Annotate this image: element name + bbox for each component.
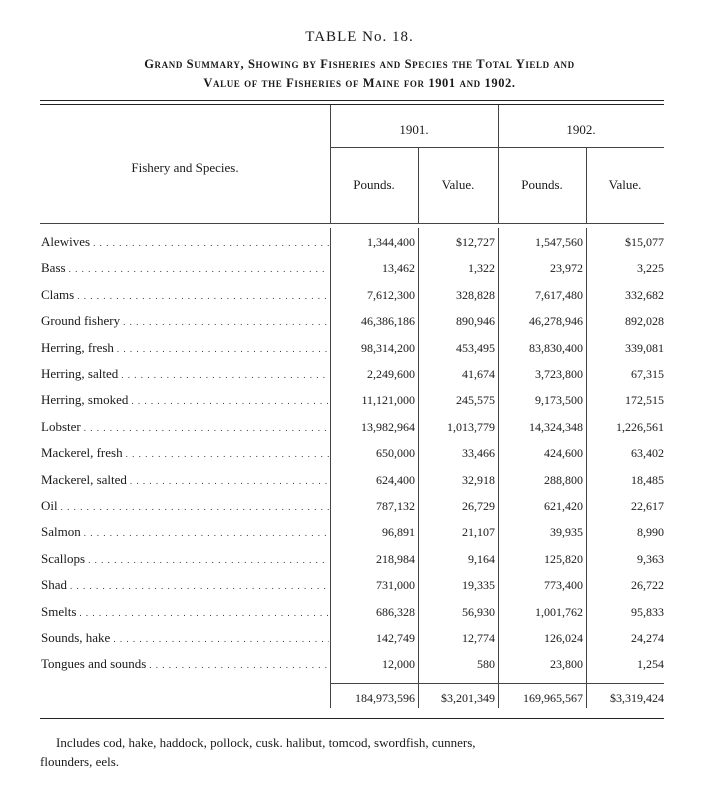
table-cell-v1901: 453,495	[456, 340, 495, 355]
table-cell-p1902: 424,600	[544, 446, 583, 461]
table-cell-p1901: 96,891	[382, 525, 415, 540]
table-cell-v1901: 1,013,779	[447, 419, 495, 434]
table-cell-p1902: 23,800	[550, 657, 583, 672]
table-cell-p1901: 7,612,300	[367, 287, 415, 302]
row-label	[41, 414, 329, 440]
row-label	[41, 493, 329, 519]
top-rule-2	[40, 104, 664, 105]
table-cell-p1902: 46,278,946	[529, 314, 583, 329]
table-cell-v1901: 12,774	[462, 631, 495, 645]
total-pounds-1902: 169,965,567	[523, 691, 583, 705]
table-cell-p1902: 7,617,480	[535, 287, 583, 302]
table-cell-p1901: 731,000	[376, 578, 415, 593]
row-label-text: Sounds, hake	[41, 630, 113, 645]
total-pounds-1901: 184,973,596	[355, 691, 415, 705]
table-cell-p1902: 1,001,762	[535, 604, 583, 619]
table-cell-p1901: 12,000	[382, 657, 415, 672]
row-label	[41, 361, 329, 387]
table-cell-p1902: 125,820	[544, 551, 583, 566]
footnote-line-2: flounders, eels.	[40, 754, 120, 769]
table-cell-p1901: 650,000	[376, 446, 415, 461]
row-label-text: Mackerel, salted	[41, 472, 130, 487]
header-bottom-rule	[40, 223, 664, 224]
table-cell-p1902: 9,173,500	[535, 393, 583, 408]
table-cell-v1902: 26,722	[631, 578, 664, 593]
table-cell-v1901: 33,466	[462, 446, 495, 461]
table-cell-v1902: 1,254	[637, 657, 664, 672]
row-label-text: Clams	[41, 287, 77, 302]
row-label	[41, 308, 329, 334]
top-rule-1	[40, 100, 664, 101]
row-label-text: Oil	[41, 498, 61, 513]
table-cell-v1901: $12,727	[456, 235, 495, 249]
table-cell-v1901: 32,918	[462, 472, 495, 487]
row-label-header: Fishery and Species.	[131, 160, 239, 175]
row-label	[41, 599, 329, 625]
row-label	[41, 387, 329, 413]
table-cell-p1901: 1,344,400	[367, 235, 415, 249]
table-cell-v1902: 339,081	[625, 340, 664, 355]
table-cell-v1901: 245,575	[456, 393, 495, 408]
row-label-text: Bass	[41, 260, 69, 275]
table-cell-v1901: 26,729	[462, 499, 495, 513]
table-cell-v1901: 328,828	[456, 287, 495, 302]
row-label-text: Alewives	[41, 234, 93, 249]
row-label-text: Herring, salted	[41, 366, 121, 381]
row-label	[41, 255, 329, 281]
table-cell-v1902: 67,315	[631, 367, 664, 381]
table-cell-v1902: 172,515	[625, 393, 664, 408]
row-label-text: Shad	[41, 577, 70, 592]
table-cell-v1901: 580	[477, 657, 495, 672]
table-cell-v1902: 3,225	[637, 261, 664, 276]
row-label-text: Herring, smoked	[41, 392, 131, 407]
row-label-text: Herring, fresh	[41, 340, 117, 355]
table-cell-v1901: 1,322	[468, 261, 495, 276]
value-1902-header: Value.	[608, 177, 642, 192]
table-cell-p1901: 11,121,000	[361, 393, 415, 408]
table-cell-p1901: 787,132	[376, 499, 415, 513]
row-label	[41, 282, 329, 308]
row-label	[41, 467, 329, 493]
table-cell-p1902: 773,400	[544, 578, 583, 593]
row-label-text: Salmon	[41, 524, 84, 539]
row-label	[41, 651, 329, 677]
table-cell-p1901: 13,982,964	[361, 419, 415, 434]
table-cell-p1901: 98,314,200	[361, 340, 415, 355]
table-cell-p1901: 686,328	[376, 604, 415, 619]
table-cell-p1901: 218,984	[376, 551, 415, 566]
table-cell-p1902: 39,935	[550, 525, 583, 540]
table-cell-v1901: 890,946	[456, 314, 495, 329]
table-cell-v1901: 9,164	[468, 551, 495, 566]
table-cell-p1902: 126,024	[544, 631, 583, 645]
table-cell-p1902: 83,830,400	[529, 340, 583, 355]
row-label-text: Mackerel, fresh	[41, 445, 126, 460]
row-label	[41, 572, 329, 598]
table-cell-p1901: 142,749	[376, 631, 415, 645]
table-cell-v1901: 21,107	[462, 525, 495, 540]
table-cell-p1902: 288,800	[544, 472, 583, 487]
row-label-text: Ground fishery	[41, 313, 123, 328]
table-cell-v1902: 24,274	[631, 631, 664, 645]
caption-line-2: Value of the Fisheries of Maine for 1901 and 1902.	[203, 76, 516, 90]
table-cell-p1902: 1,547,560	[535, 235, 583, 249]
table-cell-v1901: 56,930	[462, 604, 495, 619]
table-cell-v1902: 18,485	[631, 472, 664, 487]
table-cell-v1902: 22,617	[631, 499, 664, 513]
table-cell-p1901: 46,386,186	[361, 314, 415, 329]
total-rule	[330, 683, 664, 684]
table-cell-v1902: 892,028	[625, 314, 664, 329]
year-1902-header: 1902.	[566, 122, 596, 137]
total-value-1901: $3,201,349	[441, 691, 495, 705]
table-number: TABLE No. 18.	[305, 29, 414, 45]
bottom-rule	[40, 718, 664, 719]
table-cell-v1902: 8,990	[637, 525, 664, 540]
caption-line-1: Grand Summary, Showing by Fisheries and Species the Total Yield and	[144, 57, 575, 71]
footnote	[40, 733, 680, 771]
row-label	[41, 546, 329, 572]
row-label-text: Scallops	[41, 551, 88, 566]
value-1901-header: Value.	[441, 177, 475, 192]
row-label	[41, 335, 329, 361]
total-value-1902: $3,319,424	[610, 691, 664, 705]
header-year-rule	[330, 147, 664, 148]
table-caption	[30, 55, 689, 93]
row-label-text: Smelts	[41, 604, 79, 619]
year-1901-header: 1901.	[399, 122, 429, 137]
table-cell-p1902: 3,723,800	[535, 367, 583, 381]
table-cell-p1901: 2,249,600	[367, 367, 415, 381]
table-cell-v1902: $15,077	[625, 235, 664, 249]
row-label	[41, 519, 329, 545]
footnote-line-1: Includes cod, hake, haddock, pollock, cusk. halibut, tomcod, swordfish, cunners,	[56, 735, 476, 750]
row-label	[41, 440, 329, 466]
pounds-1901-header: Pounds.	[353, 177, 395, 192]
pounds-1902-header: Pounds.	[521, 177, 563, 192]
row-label-text: Tongues and sounds	[41, 656, 149, 671]
table-cell-v1902: 9,363	[637, 551, 664, 566]
row-label-text: Lobster	[41, 419, 84, 434]
table-cell-v1902: 1,226,561	[616, 419, 664, 434]
table-cell-v1902: 95,833	[631, 604, 664, 619]
table-cell-v1901: 19,335	[462, 578, 495, 593]
table-cell-p1901: 13,462	[382, 261, 415, 276]
table-cell-v1902: 63,402	[631, 446, 664, 461]
table-cell-p1902: 621,420	[544, 499, 583, 513]
table-cell-p1901: 624,400	[376, 472, 415, 487]
row-label	[41, 229, 329, 255]
row-label	[41, 625, 329, 651]
table-cell-p1902: 23,972	[550, 261, 583, 276]
table-cell-p1902: 14,324,348	[529, 419, 583, 434]
table-cell-v1902: 332,682	[625, 287, 664, 302]
table-cell-v1901: 41,674	[462, 367, 495, 381]
